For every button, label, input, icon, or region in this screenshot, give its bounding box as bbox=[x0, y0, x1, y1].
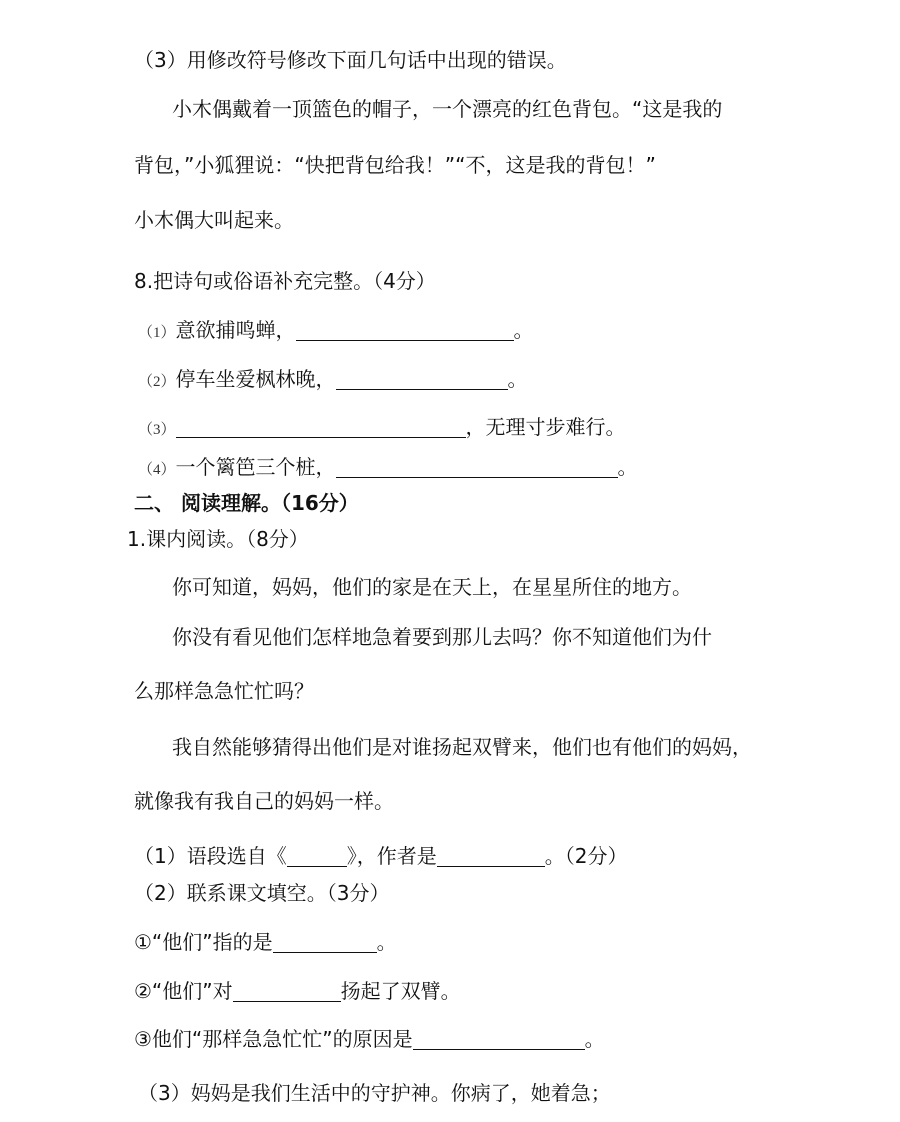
question-title: 8.把诗句或俗语补充完整。（4分） bbox=[134, 269, 436, 293]
answer-blank[interactable] bbox=[437, 846, 545, 867]
answer-blank[interactable] bbox=[233, 981, 341, 1002]
sub-heading: 1.课内阅读。（8分） bbox=[127, 527, 309, 551]
question-line: （3）妈妈是我们生活中的守护神。你病了，她着急； bbox=[138, 1081, 611, 1105]
fill-item bbox=[138, 454, 638, 483]
fill-item bbox=[138, 366, 528, 395]
answer-blank[interactable] bbox=[296, 320, 514, 341]
item-text: 。 bbox=[507, 367, 528, 391]
question-line bbox=[134, 929, 397, 955]
question-text: 。 bbox=[584, 1027, 605, 1051]
passage-line: 你没有看见他们怎样地急着要到那儿去吗？你不知道他们为什 bbox=[172, 625, 712, 649]
question-text: 》，作者是 bbox=[346, 844, 437, 868]
passage-line: 我自然能够猜得出他们是对谁扬起双臂来，他们也有他们的妈妈， bbox=[172, 735, 752, 759]
answer-blank[interactable] bbox=[336, 369, 508, 390]
answer-blank[interactable] bbox=[287, 846, 347, 867]
question-line bbox=[134, 1026, 605, 1052]
answer-blank[interactable] bbox=[413, 1029, 585, 1050]
item-text: 。 bbox=[513, 318, 534, 342]
question-text: 扬起了双臂。 bbox=[340, 979, 461, 1003]
fill-item bbox=[138, 317, 534, 346]
passage-line: 小木偶大叫起来。 bbox=[134, 208, 294, 232]
passage-line: 么那样急急忙忙吗？ bbox=[134, 679, 314, 703]
question-text: ③他们“那样急急忙忙”的原因是 bbox=[134, 1027, 413, 1051]
item-number: （4） bbox=[138, 462, 176, 478]
passage-line: 背包，”小狐狸说：“快把背包给我！”“不，这是我的背包！” bbox=[134, 153, 656, 177]
passage-line: 你可知道，妈妈，他们的家是在天上，在星星所住的地方。 bbox=[172, 575, 692, 599]
answer-blank[interactable] bbox=[176, 417, 466, 438]
passage-line: 小木偶戴着一顶篮色的帽子，一个漂亮的红色背包。“这是我的 bbox=[172, 97, 723, 121]
item-text: 停车坐爱枫林晚， bbox=[175, 367, 336, 391]
question-text: （1）语段选自《 bbox=[134, 844, 287, 868]
item-number: （2） bbox=[138, 374, 176, 390]
item-number: （3） bbox=[138, 422, 176, 438]
question-text: ②“他们”对 bbox=[134, 979, 233, 1003]
question-line bbox=[134, 978, 461, 1004]
item-text: 一个篱笆三个桩， bbox=[175, 455, 336, 479]
item-text: 意欲捕鸣蝉， bbox=[175, 318, 296, 342]
passage-line: 就像我有我自己的妈妈一样。 bbox=[134, 789, 394, 813]
answer-blank[interactable] bbox=[273, 932, 377, 953]
question-text: 。（2分） bbox=[544, 844, 628, 868]
item-text: 。 bbox=[617, 455, 638, 479]
question-title: （2）联系课文填空。（3分） bbox=[134, 881, 390, 905]
item-text: ，无理寸步难行。 bbox=[465, 415, 626, 439]
item-number: （1） bbox=[138, 325, 176, 341]
question-text: ①“他们”指的是 bbox=[134, 930, 273, 954]
fill-item bbox=[138, 414, 626, 443]
answer-blank[interactable] bbox=[336, 457, 618, 478]
question-line bbox=[134, 843, 627, 869]
section-heading: 二、 阅读理解。（16分） bbox=[134, 491, 359, 515]
question-text: 。 bbox=[376, 930, 397, 954]
question-title: （3）用修改符号修改下面几句话中出现的错误。 bbox=[134, 48, 567, 72]
